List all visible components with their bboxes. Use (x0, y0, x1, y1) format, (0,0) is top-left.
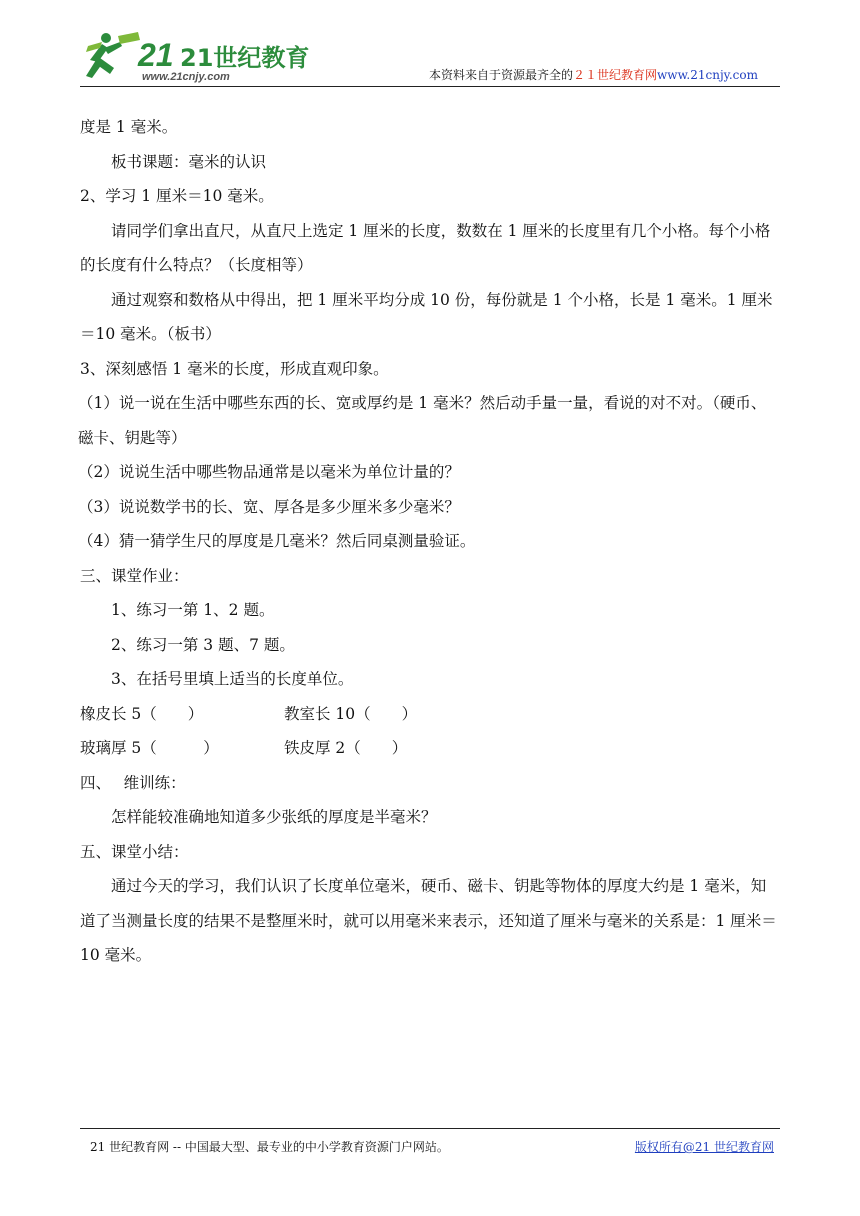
paragraph: 怎样能较准确地知道多少张纸的厚度是半毫米？ (111, 808, 437, 826)
footer-divider (80, 1128, 780, 1129)
paragraph: （1）说一说在生活中哪些东西的长、宽或厚约是 1 毫米？然后动手量一量，看说的对不对。（硬币、磁卡、钥匙等） (78, 394, 767, 447)
header-divider (80, 86, 780, 87)
section-heading: 五、课堂小结： (80, 842, 189, 861)
runner-icon (86, 32, 140, 78)
section-heading: 三、课堂作业： (80, 566, 189, 585)
document-body (80, 110, 780, 973)
svg-text:21: 21 (138, 37, 174, 73)
paragraph: 板书课题：毫米的认识 (111, 152, 267, 171)
paragraph: （4）猜一猜学生尺的厚度是几毫米？然后同桌测量验证。 (78, 532, 476, 550)
paragraph: 请同学们拿出直尺，从直尺上选定 1 厘米的长度，数数在 1 厘米的长度里有几个小格。每个小格的长度有什么特点？（长度相等） (80, 221, 771, 274)
page-header (80, 26, 780, 88)
header-tagline (429, 68, 758, 82)
paragraph: 通过今天的学习，我们认识了长度单位毫米，硬币、磁卡、钥匙等物体的厚度大约是 1 毫米，知道了当测量长度的结果不是整厘米时，就可以用毫米来表示，还知道了厘米与毫米的关系是：1 厘米＝10 毫米。 (80, 877, 777, 964)
tagline-site-link[interactable]: www.21cnjy.com (657, 68, 758, 82)
fill-in-item: 橡皮长 5（ ） (80, 704, 204, 723)
section-heading: 2、学习 1 厘米＝10 毫米。 (80, 187, 274, 205)
footer-text: 21 世纪教育网 -- 中国最大型、最专业的中小学教育资源门户网站。 (90, 1140, 449, 1154)
list-item: 1、练习一第 1、2 题。 (111, 601, 275, 619)
fill-in-row (80, 697, 780, 732)
paragraph: （2）说说生活中哪些物品通常是以毫米为单位计量的？ (78, 463, 460, 481)
tagline-brand: ２１世纪教育网 (573, 68, 658, 82)
paragraph: （3）说说数学书的长、宽、厚各是多少厘米多少毫米？ (78, 497, 460, 516)
tagline-prefix: 本资料来自于资源最齐全的 (429, 68, 574, 82)
list-item: 2、练习一第 3 题、7 题。 (111, 635, 295, 654)
list-item: 3、在括号里填上适当的长度单位。 (111, 670, 354, 688)
fill-in-item: 教室长 10（ ） (284, 704, 418, 723)
section-heading: 四、 维训练： (80, 773, 186, 792)
logo-text: 21世纪教育 (180, 44, 310, 72)
section-heading: 3、深刻感悟 1 毫米的长度，形成直观印象。 (80, 359, 389, 378)
copyright-link[interactable]: 版权所有@21 世纪教育网 (634, 1140, 774, 1154)
paragraph: 度是 1 毫米。 (80, 118, 178, 136)
logo-url: www.21cnjy.com (142, 71, 230, 83)
paragraph: 通过观察和数格从中得出，把 1 厘米平均分成 10 份，每份就是 1 个小格，长是 1 毫米。1 厘米＝10 毫米。（板书） (80, 290, 773, 343)
site-logo (80, 26, 310, 84)
fill-in-row (80, 731, 780, 766)
fill-in-item: 铁皮厚 2（ ） (284, 739, 408, 757)
fill-in-item: 玻璃厚 5（ ） (80, 739, 219, 757)
